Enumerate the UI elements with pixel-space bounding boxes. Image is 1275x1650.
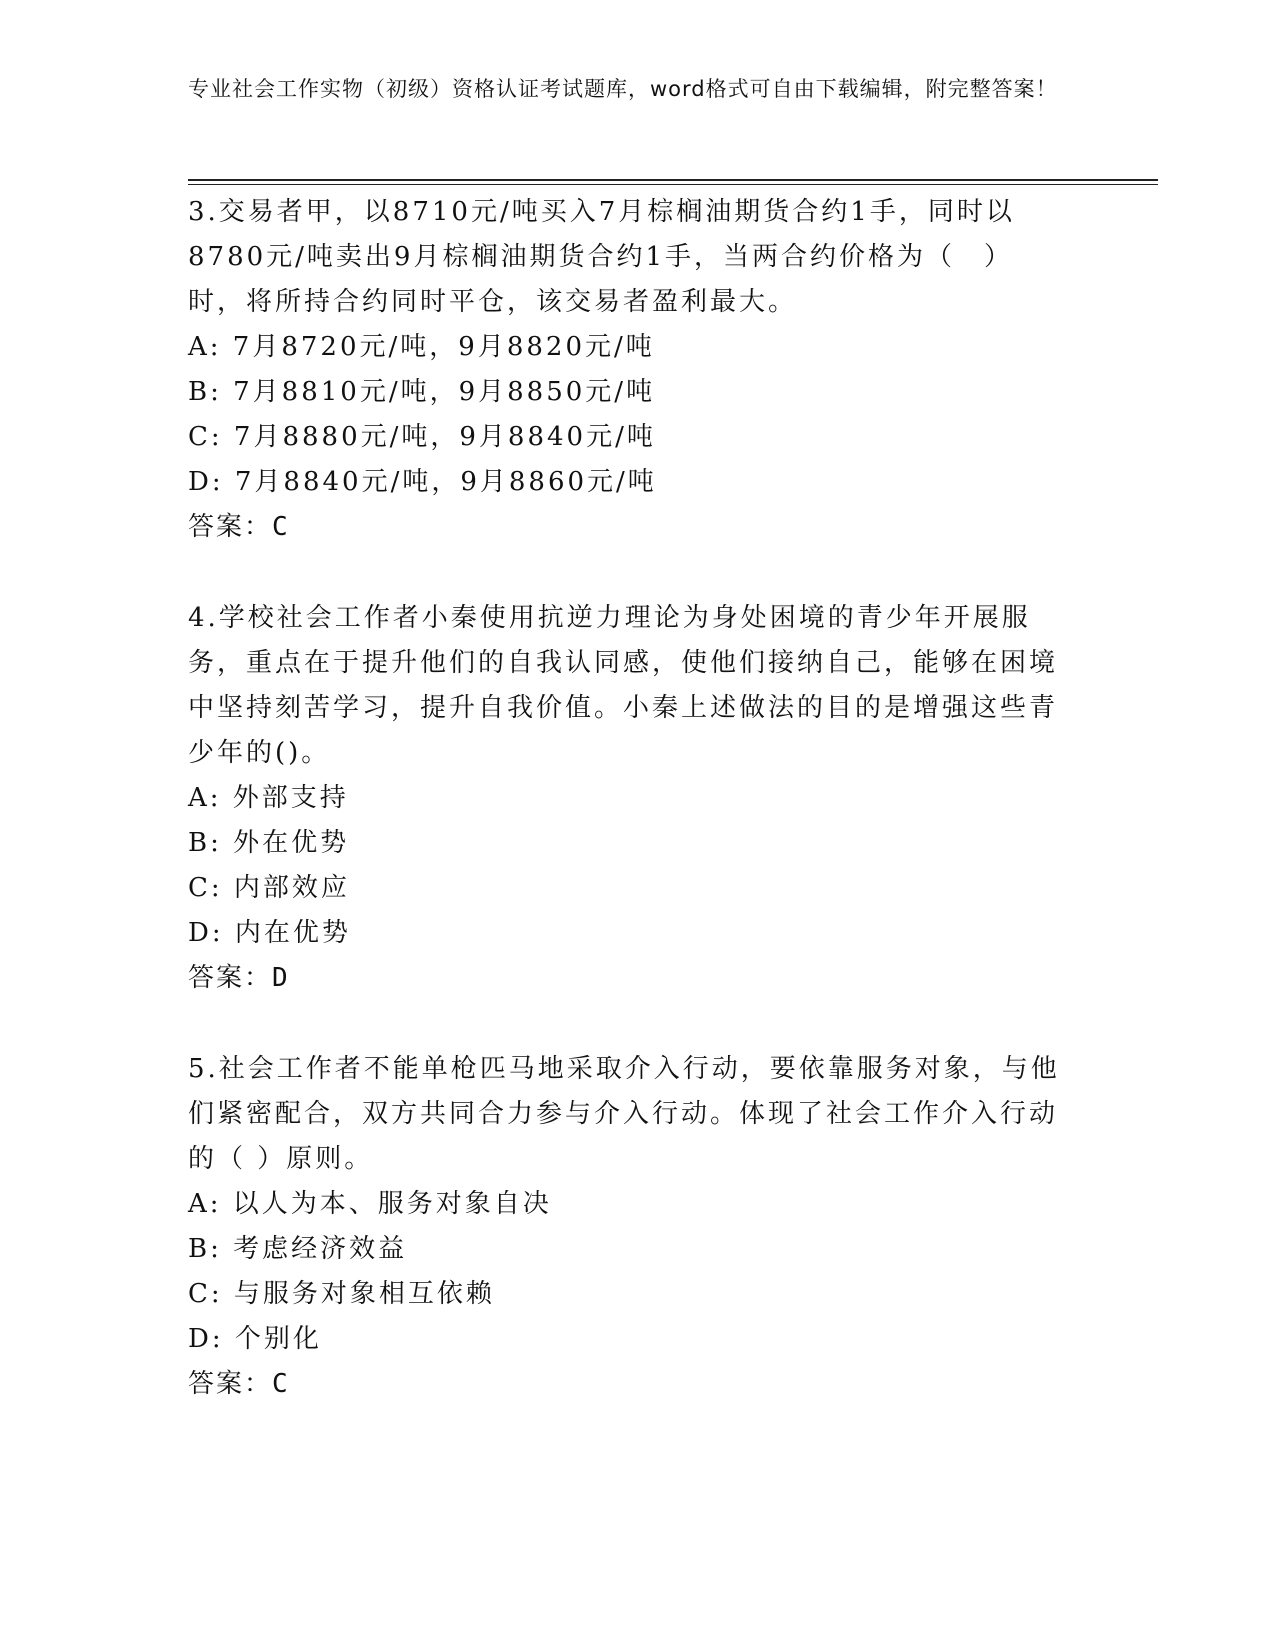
option-a: A: 以人为本、服务对象自决	[188, 1189, 552, 1219]
answer-line: 答案：C	[188, 512, 290, 542]
question-5	[188, 1047, 1068, 1407]
option-d: D: 7月8840元/吨，9月8860元/吨	[188, 467, 657, 497]
question-stem: 3.交易者甲，以8710元/吨买入7月棕榈油期货合约1手，同时以8780元/吨卖出9月棕榈油期货合约1手，当两合约价格为（ ）时，将所持合约同时平仓，该交易者盈利最大。	[188, 197, 1015, 317]
option-d: D: 个别化	[188, 1324, 322, 1354]
option-d: D: 内在优势	[188, 918, 351, 948]
option-c: C: 7月8880元/吨，9月8840元/吨	[188, 422, 656, 452]
answer-line: 答案：C	[188, 1369, 290, 1399]
option-c: C: 与服务对象相互依赖	[188, 1279, 495, 1309]
option-b: B: 7月8810元/吨，9月8850元/吨	[188, 377, 656, 407]
option-c: C: 内部效应	[188, 873, 350, 903]
option-b: B: 外在优势	[188, 828, 350, 858]
header-divider-thick	[188, 179, 1158, 181]
question-3	[188, 190, 1068, 550]
question-4	[188, 596, 1068, 1001]
option-a: A: 7月8720元/吨，9月8820元/吨	[188, 332, 655, 362]
document-header: 专业社会工作实物（初级）资格认证考试题库，word格式可自由下载编辑，附完整答案！	[188, 77, 1058, 101]
question-stem: 4.学校社会工作者小秦使用抗逆力理论为身处困境的青少年开展服务，重点在于提升他们的自我认同感，使他们接纳自己，能够在困境中坚持刻苦学习，提升自我价值。小秦上述做法的目的是增强这些青少年的()。	[188, 603, 1059, 768]
option-a: A: 外部支持	[188, 783, 349, 813]
question-list	[188, 190, 1068, 1453]
answer-line: 答案：D	[188, 963, 290, 993]
header-divider-thin	[188, 184, 1158, 185]
option-b: B: 考虑经济效益	[188, 1234, 408, 1264]
question-stem: 5.社会工作者不能单枪匹马地采取介入行动，要依靠服务对象，与他们紧密配合，双方共同合力参与介入行动。体现了社会工作介入行动的（ ）原则。	[188, 1054, 1060, 1174]
